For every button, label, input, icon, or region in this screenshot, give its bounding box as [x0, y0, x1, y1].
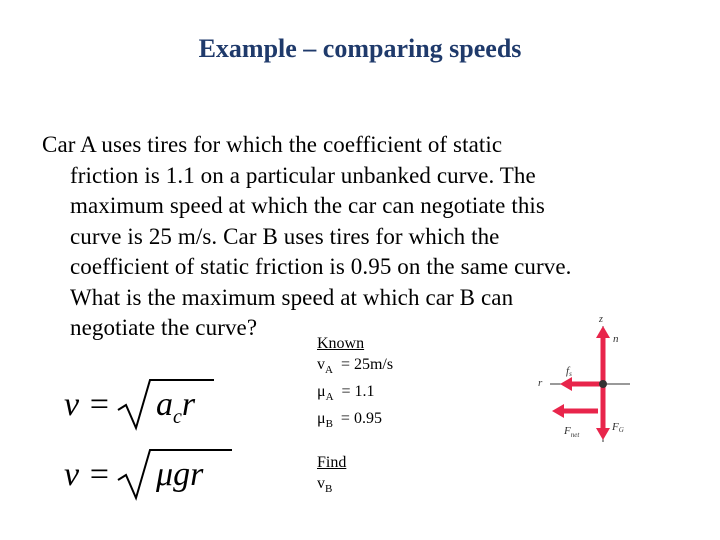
- label-fnet: $F_{net}$: [564, 425, 580, 439]
- radicand-subscript: c: [173, 405, 182, 428]
- equation-friction: [64, 456, 204, 494]
- problem-line: negotiate the curve?: [70, 315, 258, 340]
- friction-force-arrowhead: [560, 377, 572, 391]
- problem-line: maximum speed at which the car can negotiate this: [70, 193, 545, 218]
- label-z: z: [599, 314, 603, 325]
- label-fs: fs: [566, 365, 572, 378]
- equation-centripetal: [64, 386, 196, 428]
- known-item: $v_A = 25m/s$: [317, 356, 394, 377]
- find-item: $v_B$: [317, 475, 333, 496]
- normal-force-arrowhead: [596, 326, 610, 338]
- radicand-a: a: [156, 386, 173, 423]
- radicand-r: r: [181, 386, 196, 423]
- problem-line: What is the maximum speed at which car B can: [70, 284, 514, 310]
- slide-title: Example – comparing speeds: [198, 34, 522, 63]
- problem-line: Car A uses tires for which the coefficient of static: [42, 132, 503, 157]
- known-item: $\mu_B = 0.95$: [317, 410, 382, 431]
- label-n: n: [613, 333, 619, 345]
- car-point: [599, 380, 607, 388]
- known-values: [317, 333, 393, 436]
- find-header: Find: [317, 454, 347, 471]
- problem-line: curve is 25 m/s. Car B uses tires for which the: [70, 223, 500, 249]
- problem-line: friction is 1.1 on a particular unbanked curve. The: [70, 162, 536, 188]
- equation-lhs: v =: [64, 456, 111, 493]
- label-fg: FG: [612, 421, 624, 434]
- net-force-arrowhead: [552, 404, 564, 418]
- equation-lhs: v =: [64, 386, 111, 423]
- known-header: Known: [317, 335, 365, 352]
- label-r: r: [538, 377, 543, 389]
- problem-line: coefficient of static friction is 0.95 on the same curve.: [70, 254, 572, 279]
- free-body-diagram: [530, 312, 650, 452]
- equation-radicand: μgr: [156, 456, 204, 493]
- find-values: [317, 452, 346, 500]
- equation-radicand: [156, 386, 195, 429]
- known-item: $\mu_A = 1.1$: [317, 383, 375, 404]
- gravity-force-arrowhead: [596, 428, 610, 440]
